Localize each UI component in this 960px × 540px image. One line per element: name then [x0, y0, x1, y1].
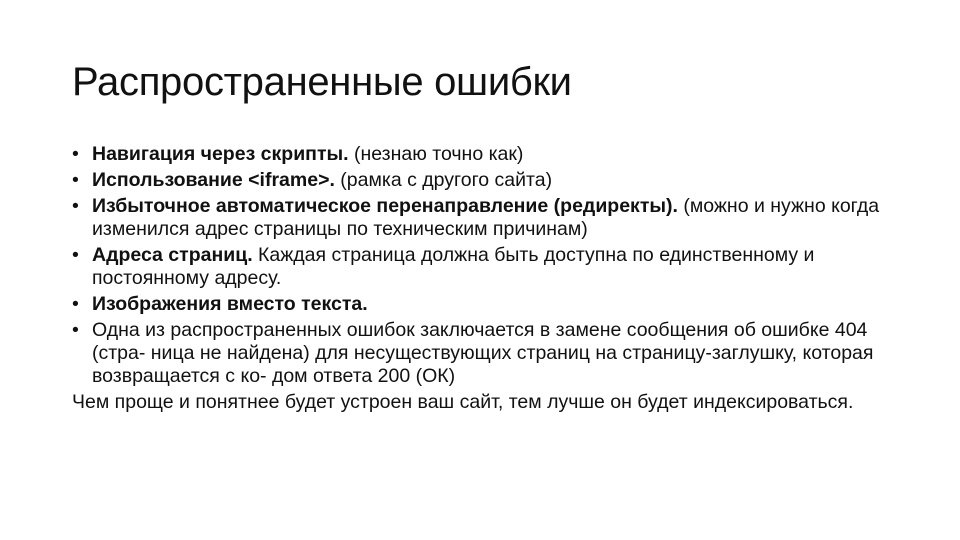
item-bold-text: Изображения вместо текста. [92, 293, 368, 315]
item-text: (рамка с другого сайта) [334, 169, 553, 191]
item-text: Одна из распространенных ошибок заключается в замене сообщения об ошибке 404 (стра- ница не найдена) для несуществующих страниц на страницу-заглушку, которая возвращается с ко- дом ответа 200 (ОК) [92, 319, 874, 387]
list-item [72, 169, 902, 192]
list-item [72, 195, 902, 241]
bullet-icon: • [72, 169, 79, 191]
item-text: (незнаю точно как) [348, 143, 524, 165]
item-text: Каждая страница должна быть доступна по единственному и постоянному адресу. [92, 244, 815, 289]
bullet-icon: • [72, 195, 79, 217]
closing-paragraph: Чем проще и понятнее будет устроен ваш сайт, тем лучше он будет индексироваться. [72, 391, 854, 413]
bullet-icon: • [72, 319, 79, 341]
list-item [72, 293, 902, 316]
bullet-icon: • [72, 143, 79, 165]
item-bold-text: Навигация через скрипты. [92, 143, 349, 165]
slide-title: Распространенные ошибки [72, 60, 572, 104]
list-item [72, 319, 902, 388]
slide-body [72, 143, 902, 414]
item-bold-text: Использование <iframe>. [92, 169, 335, 191]
bullet-icon: • [72, 293, 79, 315]
bullet-icon: • [72, 244, 79, 266]
item-text: (можно и нужно когда изменился адрес страницы по техническим причинам) [92, 195, 880, 240]
bullet-list [72, 143, 902, 388]
item-bold-text: Адреса страниц. [92, 244, 253, 266]
item-bold-text: Избыточное автоматическое перенаправление (редиректы). [92, 195, 678, 217]
list-item [72, 143, 902, 166]
list-item [72, 244, 902, 290]
